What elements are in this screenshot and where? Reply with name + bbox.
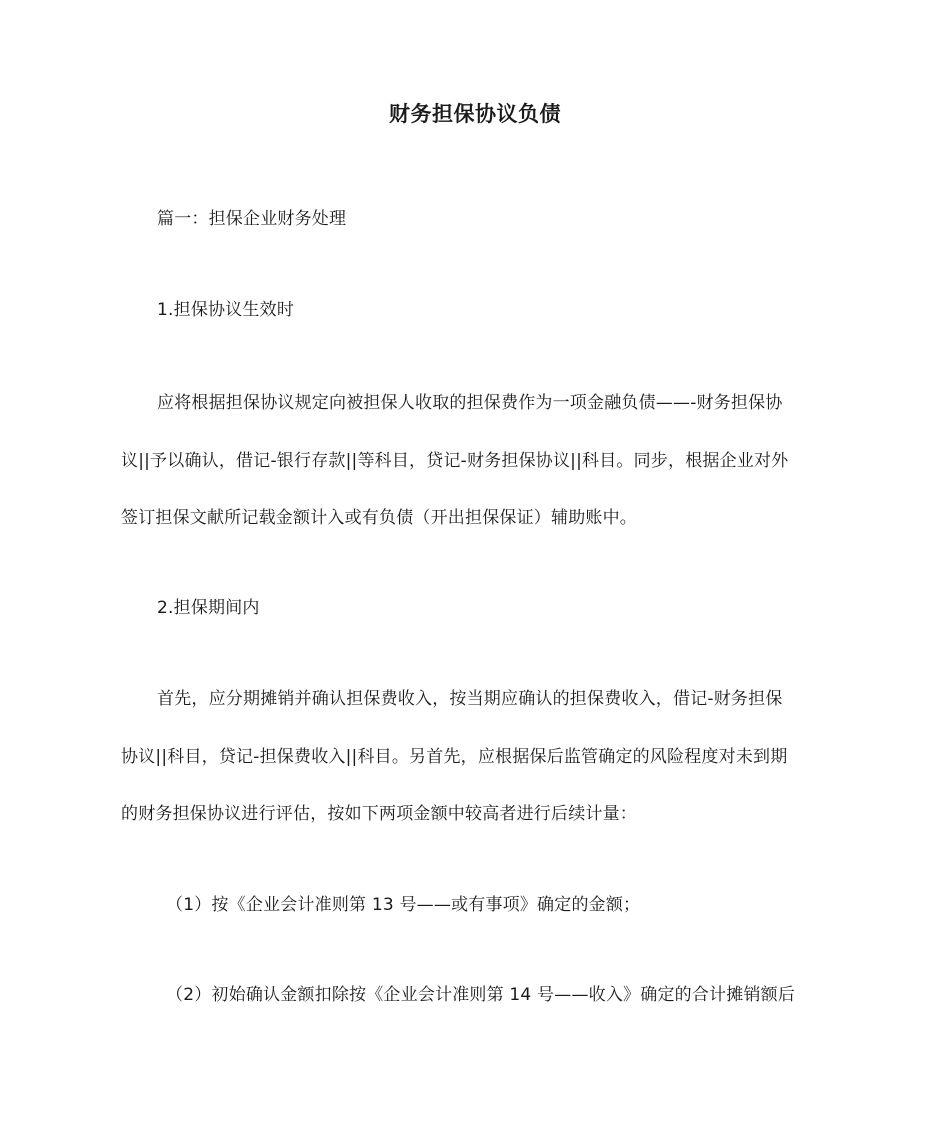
paragraph-2-line-2: 协议||科目，贷记-担保费收入||科目。另首先，应根据保后监管确定的风险程度对未到期 [121,747,788,767]
paragraph-1-line-1: 应将根据担保协议规定向被担保人收取的担保费作为一项金融负债——-财务担保协 [157,393,783,413]
paragraph-1-line-3: 签订担保文献所记载金额计入或有负债（开出担保保证）辅助账中。 [121,508,637,528]
list-item-2: （2）初始确认金额扣除按《企业会计准则第 14 号——收入》确定的合计摊销额后 [166,985,796,1005]
subsection-heading-2: 2.担保期间内 [157,598,260,618]
subsection-heading-1: 1.担保协议生效时 [157,300,295,320]
section-heading: 篇一：担保企业财务处理 [157,209,347,229]
paragraph-1-line-2: 议||予以确认，借记-银行存款||等科目，贷记-财务担保协议||科目。同步，根据企业对外 [121,451,789,471]
list-item-1: （1）按《企业会计准则第 13 号——或有事项》确定的金额； [166,895,641,915]
paragraph-2-line-3: 的财务担保协议进行评估，按如下两项金额中较高者进行后续计量： [121,804,637,824]
paragraph-2-line-1: 首先，应分期摊销并确认担保费收入，按当期应确认的担保费收入，借记-财务担保 [157,689,783,709]
document-title: 财务担保协议负债 [389,102,561,126]
